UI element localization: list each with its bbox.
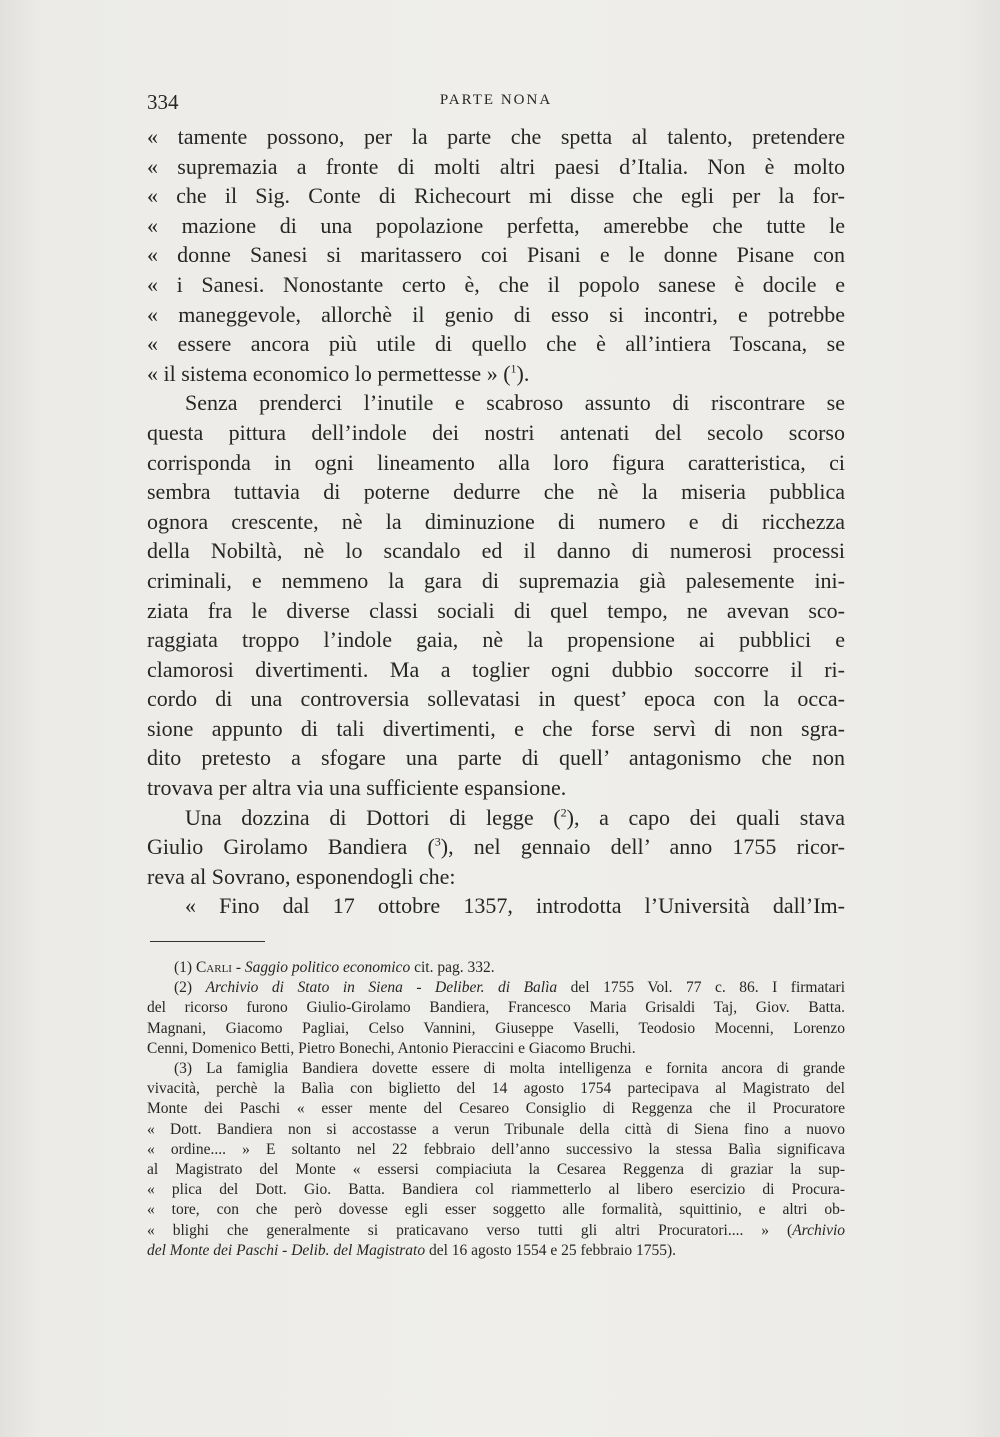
text-line: « che il Sig. Conte di Richecourt mi disse che egli per la for-	[147, 183, 845, 209]
text-fragment: ), nel gennaio dell’ anno 1755 ricor-	[440, 834, 845, 860]
footnote-2	[147, 978, 845, 998]
text-line: corrisponda in ogni lineamento alla loro figura caratteristica, ci	[147, 449, 845, 475]
footnote-source: Archivio di Stato in Siena - Deliber. di Balìa	[205, 979, 558, 997]
running-head: PARTE NONA	[439, 92, 553, 108]
text-line: questa pittura dell’indole dei nostri antenati del secolo scorso	[147, 419, 845, 445]
text-fragment: del Monte dei Paschi - Delib. del Magistrato	[147, 1241, 426, 1259]
text-line: ognora crescente, nè la diminuzione di numero e di ricchezza	[147, 508, 845, 534]
text-line: « maneggevole, allorchè il genio di esso si incontri, e potrebbe	[147, 301, 845, 327]
text-line	[147, 832, 845, 862]
text-line: sembra tuttavia di poterne dedurre che nè la miseria pubblica	[147, 479, 845, 505]
text-line: « tamente possono, per la parte che spetta al talento, pretendere	[147, 124, 845, 149]
footnote-mark: (1)	[174, 959, 193, 976]
footnote-line: del ricorso furono Giulio-Girolamo Bandiera, Francesco Maria Grisaldi Taj, Giov. Batta.	[147, 999, 845, 1017]
text-line: ziata fra le diverse classi sociali di quel tempo, ne avevan sco-	[147, 597, 845, 623]
text-fragment: cit. pag. 332.	[410, 959, 495, 976]
text-fragment: ).	[516, 360, 530, 386]
footnote-author: Carli	[195, 959, 232, 976]
footnote-line: Cenni, Domenico Betti, Pietro Bonechi, Antonio Pieraccini e Giacomo Bruchi.	[147, 1039, 636, 1057]
text-fragment: La famiglia Bandiera dovette essere di molta intelligenza e fornita ancora di grande	[206, 1060, 845, 1078]
footnote-line	[147, 1241, 845, 1261]
footnote-line: al Magistrato del Monte « essersi compiaciuta la Cesarea Reggenza di graziar la sup-	[147, 1161, 845, 1179]
text-fragment: « blighi che generalmente si praticavano verso tutti gli altri Procuratori.... » (	[147, 1221, 793, 1239]
text-line: « supremazia a fronte di molti altri paesi d’Italia. Non è molto	[147, 153, 845, 179]
text-fragment: Una dozzina di Dottori di legge (	[185, 804, 561, 830]
footnotes	[147, 958, 845, 1261]
footnote-title: Saggio politico economico	[244, 959, 411, 976]
footnote-divider	[150, 941, 265, 942]
footnote-1	[147, 958, 845, 978]
text-line: « donne Sanesi si maritassero coi Pisani e le donne Pisane con	[147, 242, 845, 268]
footnote-ref-2: 2	[560, 805, 567, 820]
footnote-line: « ordine.... » E soltanto nel 22 febbraio dell’anno successivo la stessa Balìa significava	[147, 1140, 845, 1158]
text-line	[147, 803, 845, 833]
page-number: 334	[147, 90, 179, 114]
text-fragment: Giulio Girolamo Bandiera (	[147, 834, 435, 860]
footnote-line: « plica del Dott. Gio. Batta. Bandiera col riammetterlo al libero esercizio di Procura-	[147, 1181, 845, 1199]
text-fragment: del 1755 Vol. 77 c. 86. I firmatari	[557, 979, 846, 997]
footnote-ref-1: 1	[510, 361, 517, 376]
footnote-3	[147, 1059, 845, 1079]
text-line: della Nobiltà, nè lo scandalo ed il danno di numerosi processi	[147, 538, 845, 564]
text-fragment: ), a capo dei quali stava	[566, 804, 845, 830]
text-line	[147, 359, 845, 389]
text-line: clamorosi divertimenti. Ma a toglier ogni dubbio soccorre il ri-	[147, 656, 845, 682]
text-line: « Fino dal 17 ottobre 1357, introdotta l’Università dall’Im-	[185, 893, 845, 919]
text-line: dito pretesto a sfogare una parte di quell’ antagonismo che non	[147, 745, 845, 771]
footnote-line: Monte dei Paschi « esser mente del Cesareo Consiglio di Reggenza che il Procuratore	[147, 1100, 845, 1118]
footnote-mark: (2)	[174, 979, 193, 997]
footnote-mark: (3)	[174, 1060, 193, 1078]
main-text	[147, 122, 845, 921]
footnote-line: « Dott. Bandiera non si accostasse a verun Tribunale della città di Siena fino a nuovo	[147, 1120, 845, 1138]
text-line: reva al Sovrano, esponendogli che:	[147, 863, 456, 889]
text-line: « essere ancora più utile di quello che è all’intiera Toscana, se	[147, 331, 845, 357]
footnote-line: vivacità, perchè la Balìa con biglietto del 14 agosto 1754 partecipava al Magistrato del	[147, 1080, 845, 1098]
footnote-line: Magnani, Giacomo Pagliai, Celso Vannini, Giuseppe Vaselli, Teodosio Mocenni, Lorenzo	[147, 1019, 845, 1037]
text-line: « i Sanesi. Nonostante certo è, che il popolo sanese è docile e	[147, 271, 845, 297]
text-fragment: Archivio	[792, 1221, 845, 1239]
text-line: Senza prenderci l’inutile e scabroso assunto di riscontrare se	[185, 390, 845, 416]
text-fragment: -	[231, 959, 245, 976]
text-line: trovava per altra via una sufficiente espansione.	[147, 775, 567, 801]
text-fragment: del 16 agosto 1554 e 25 febbraio 1755).	[425, 1241, 677, 1259]
text-line: criminali, e nemmeno la gara di supremazia già palesemente ini-	[147, 567, 845, 593]
footnote-ref-3: 3	[434, 834, 441, 849]
footnote-line	[147, 1221, 845, 1241]
text-fragment: « il sistema economico lo permettesse » (	[147, 360, 511, 386]
text-line: cordo di una controversia sollevatasi in quest’ epoca con la occa-	[147, 686, 845, 712]
text-line: sione appunto di tali divertimenti, e che forse servì di non sgra-	[147, 715, 845, 741]
footnote-line: « tore, con che però dovesse egli esser soggetto alle formalità, squittinio, e altri ob-	[147, 1201, 845, 1219]
text-line: raggiata troppo l’indole gaia, nè la propensione ai pubblici e	[147, 627, 845, 653]
page-header	[147, 90, 845, 116]
text-line: « mazione di una popolazione perfetta, amerebbe che tutte le	[147, 212, 845, 238]
